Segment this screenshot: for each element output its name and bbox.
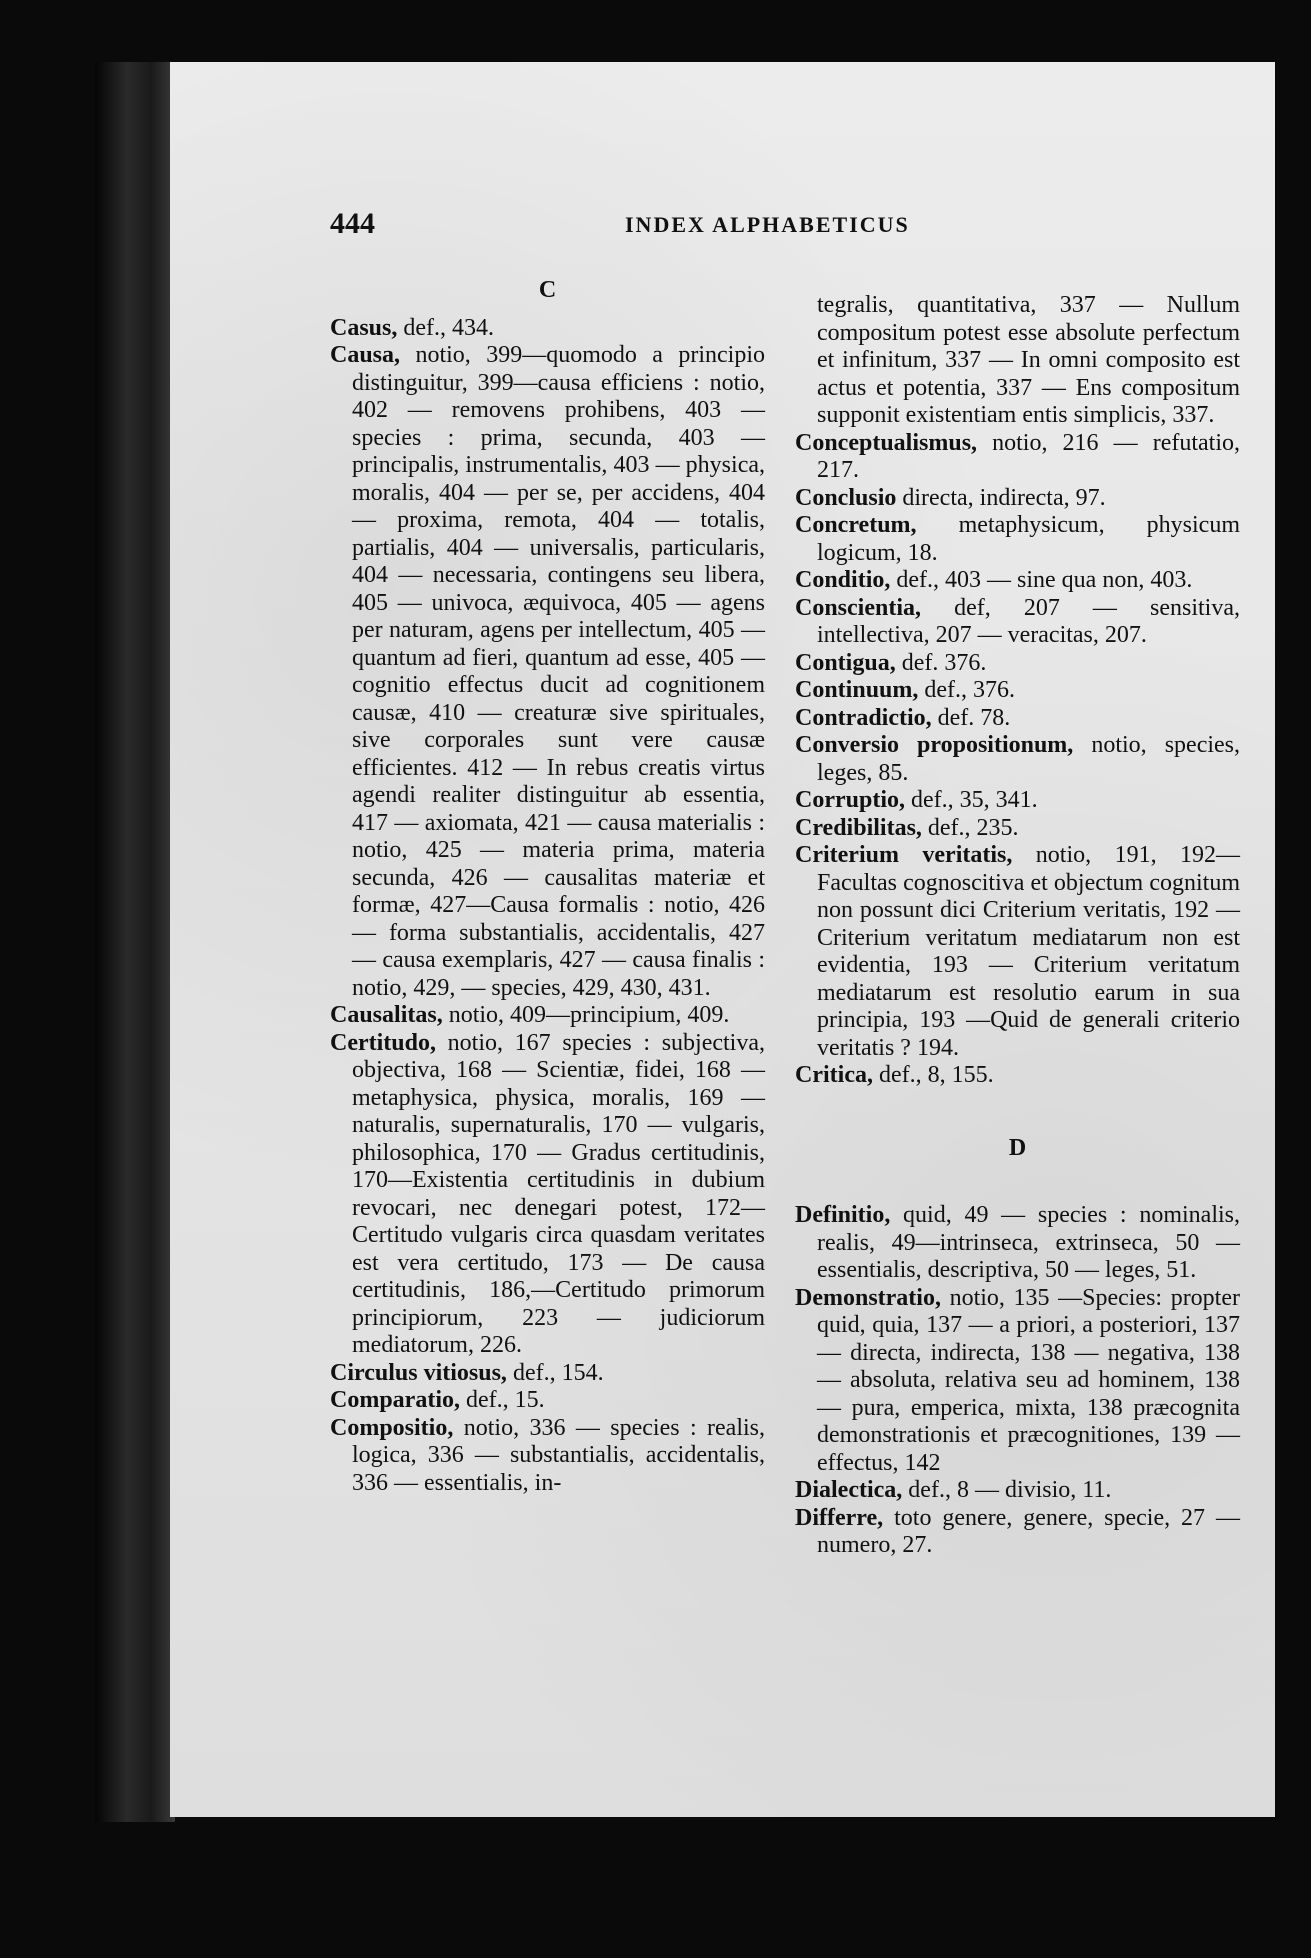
headword: Conscientia, <box>795 594 921 621</box>
entry-text: notio, 135 —Species: propter quid, quia, 137 — a priori, a posteriori, 137 — directa, indirecta, 138 — negativa, 138 — absoluta, relativa seu ad hominem, 138 — pura, emperica, mixta, 138 præcognita demonstrationis et præcognitiones, 139 — effectus, 142 <box>817 1284 1240 1476</box>
entry-text: notio, 167 species : subjectiva, objectiva, 168 — Scientiæ, fidei, 168 — metaphysica, physica, moralis, 169 — naturalis, supernaturalis, 170 — vulgaris, philosophica, 170 — Gradus certitudinis, 170—Existentia certitudinis in dubium revocari, nec denegari potest, 172—Certitudo vulgaris circa quasdam veritates est vera certitudo, 173 — De causa certitudinis, 186,—Certitudo primorum principiorum, 223 — judiciorum mediatorum, 226. <box>352 1029 765 1358</box>
index-entry <box>330 342 765 1002</box>
entry-text: def., 403 — sine qua non, 403. <box>890 567 1193 593</box>
index-entry <box>330 1360 765 1388</box>
section-letter-c: C <box>538 277 557 303</box>
right-column <box>795 292 1240 1560</box>
entry-text: def., 235. <box>921 814 1019 841</box>
index-entry <box>795 567 1240 595</box>
index-entry <box>795 595 1240 650</box>
headword: Conversio propositionum, <box>795 732 1074 758</box>
index-entry <box>795 1062 1240 1090</box>
entry-text: quid, 49 — species : nominalis, realis, 49—intrinseca, extrinseca, 50 — essentialis, descriptiva, 50 — leges, 51. <box>817 1202 1240 1283</box>
headword: Dialectica, <box>795 1477 903 1503</box>
entry-continuation: tegralis, quantitativa, 337 — Nullum compositum potest esse absolute perfectum et infinitum, 337 — In omni composito est actus et potentia, 337 — Ens compositum supponit existentiam entis simplicis, 337. <box>817 292 1240 428</box>
index-entry <box>795 787 1240 815</box>
running-head: INDEX ALPHABETICUS <box>625 212 910 237</box>
headword: Comparatio, <box>330 1387 460 1413</box>
entry-text: toto genere, genere, specie, 27 — numero, 27. <box>817 1504 1240 1558</box>
entry-text: notio, 216 — refutatio, 217. <box>817 429 1240 483</box>
index-entry <box>330 1415 765 1498</box>
headword: Causa, <box>330 342 401 368</box>
entry-text: def. 376. <box>895 649 987 676</box>
entry-text: metaphysicum, physicum logicum, 18. <box>817 512 1240 566</box>
page-number: 444 <box>330 207 375 240</box>
headword: Differre, <box>795 1504 884 1531</box>
section-letter-d: D <box>1008 1134 1027 1161</box>
headword: Continuum, <box>795 677 919 703</box>
headword: Concretum, <box>795 512 917 538</box>
entry-text: notio, 399—quomodo a principio distinguitur, 399—causa efficiens : notio, 402 — removens prohibens, 403 — species : prima, secunda, 403 — principalis, instrumentalis, 403 — physica, moralis, 404 — per se, per accidens, 404 — proxima, remota, 404 — totalis, partialis, 404 — universalis, particularis, 404 — necessaria, contingens seu libera, 405 — univoca, æquivoca, 405 — agens per naturam, agens per intellectum, 405 — quantum ad fieri, quantum ad esse, 405 — cognitio effectus ducit ad cognitionem causæ, 410 — creaturæ sive spirituales, sive corporales sunt vere causæ efficientes. 412 — In rebus creatis virtus agendi realiter distinguitur ab essentia, 417 — axiomata, 421 — causa materialis : notio, 425 — materia prima, materia secunda, 426 — causalitas materiæ et formæ, 427—Causa formalis : notio, 426 — forma substantialis, accidentalis, 427 — causa exemplaris, 427 — causa finalis : notio, 429, — species, 429, 430, 431. <box>352 342 765 1001</box>
headword: Demonstratio, <box>795 1284 941 1311</box>
headword: Critica, <box>795 1062 873 1088</box>
headword: Corruptio, <box>795 787 905 813</box>
book-page-edge <box>95 62 175 1822</box>
index-entry <box>330 1387 765 1415</box>
entry-text: def., 35, 341. <box>905 787 1038 813</box>
headword: Conditio, <box>795 567 891 593</box>
index-entry <box>330 315 765 343</box>
index-entry <box>795 650 1240 678</box>
entry-text: def., 8, 155. <box>872 1062 994 1088</box>
headword: Compositio, <box>330 1414 454 1441</box>
index-entry <box>795 1285 1240 1478</box>
headword: Contigua, <box>795 649 896 676</box>
index-entry <box>795 1505 1240 1560</box>
entry-text: notio, 191, 192—Facultas cognoscitiva et objectum cognitum non possunt dici Criterium veritatis, 192 — Criterium veritatum mediatarum non est evidentia, 193 — Criterium veritatum mediatarum est resolutio earum in sua principia, 193 —Quid de generali criterio veritatis ? 194. <box>817 842 1240 1061</box>
headword: Criterium veritatis, <box>795 842 1013 868</box>
index-entry <box>795 842 1240 1062</box>
index-entry <box>795 705 1240 733</box>
index-entry <box>330 1002 765 1030</box>
headword: Conceptualismus, <box>795 429 978 456</box>
index-entry <box>795 512 1240 567</box>
index-entry <box>795 430 1240 485</box>
headword: Definitio, <box>795 1202 891 1228</box>
entry-text: def., 376. <box>918 677 1016 703</box>
entry-text: def., 15. <box>459 1387 545 1413</box>
headword: Circulus vitiosus, <box>330 1359 507 1386</box>
entry-text: notio, species, leges, 85. <box>817 732 1240 786</box>
entry-text: notio, 409—principium, 409. <box>442 1002 730 1028</box>
index-entry <box>795 485 1240 513</box>
entry-text: directa, indirecta, 97. <box>896 484 1106 511</box>
entry-text: def, 207 — sensitiva, intellectiva, 207 — veracitas, 207. <box>817 594 1240 648</box>
entry-text: def. 78. <box>931 704 1011 731</box>
headword: Credibilitas, <box>795 814 922 841</box>
left-column <box>330 277 765 1497</box>
index-entry <box>795 1202 1240 1285</box>
headword: Casus, <box>330 314 398 341</box>
headword: Contradictio, <box>795 704 932 731</box>
entry-text: def., 154. <box>506 1359 604 1386</box>
headword: Conclusio <box>795 484 897 511</box>
index-entry <box>795 1477 1240 1505</box>
headword: Certitudo, <box>330 1029 436 1056</box>
index-entry <box>795 677 1240 705</box>
entry-text: def., 434. <box>397 314 495 341</box>
entry-text: notio, 336 — species : realis, logica, 336 — substantialis, accidentalis, 336 — essentialis, in- <box>352 1414 765 1496</box>
headword: Causalitas, <box>330 1002 443 1028</box>
entry-text: def., 8 — divisio, 11. <box>902 1477 1112 1503</box>
book-page <box>170 62 1275 1817</box>
index-entry <box>795 815 1240 843</box>
index-entry <box>330 1030 765 1360</box>
index-entry <box>795 732 1240 787</box>
